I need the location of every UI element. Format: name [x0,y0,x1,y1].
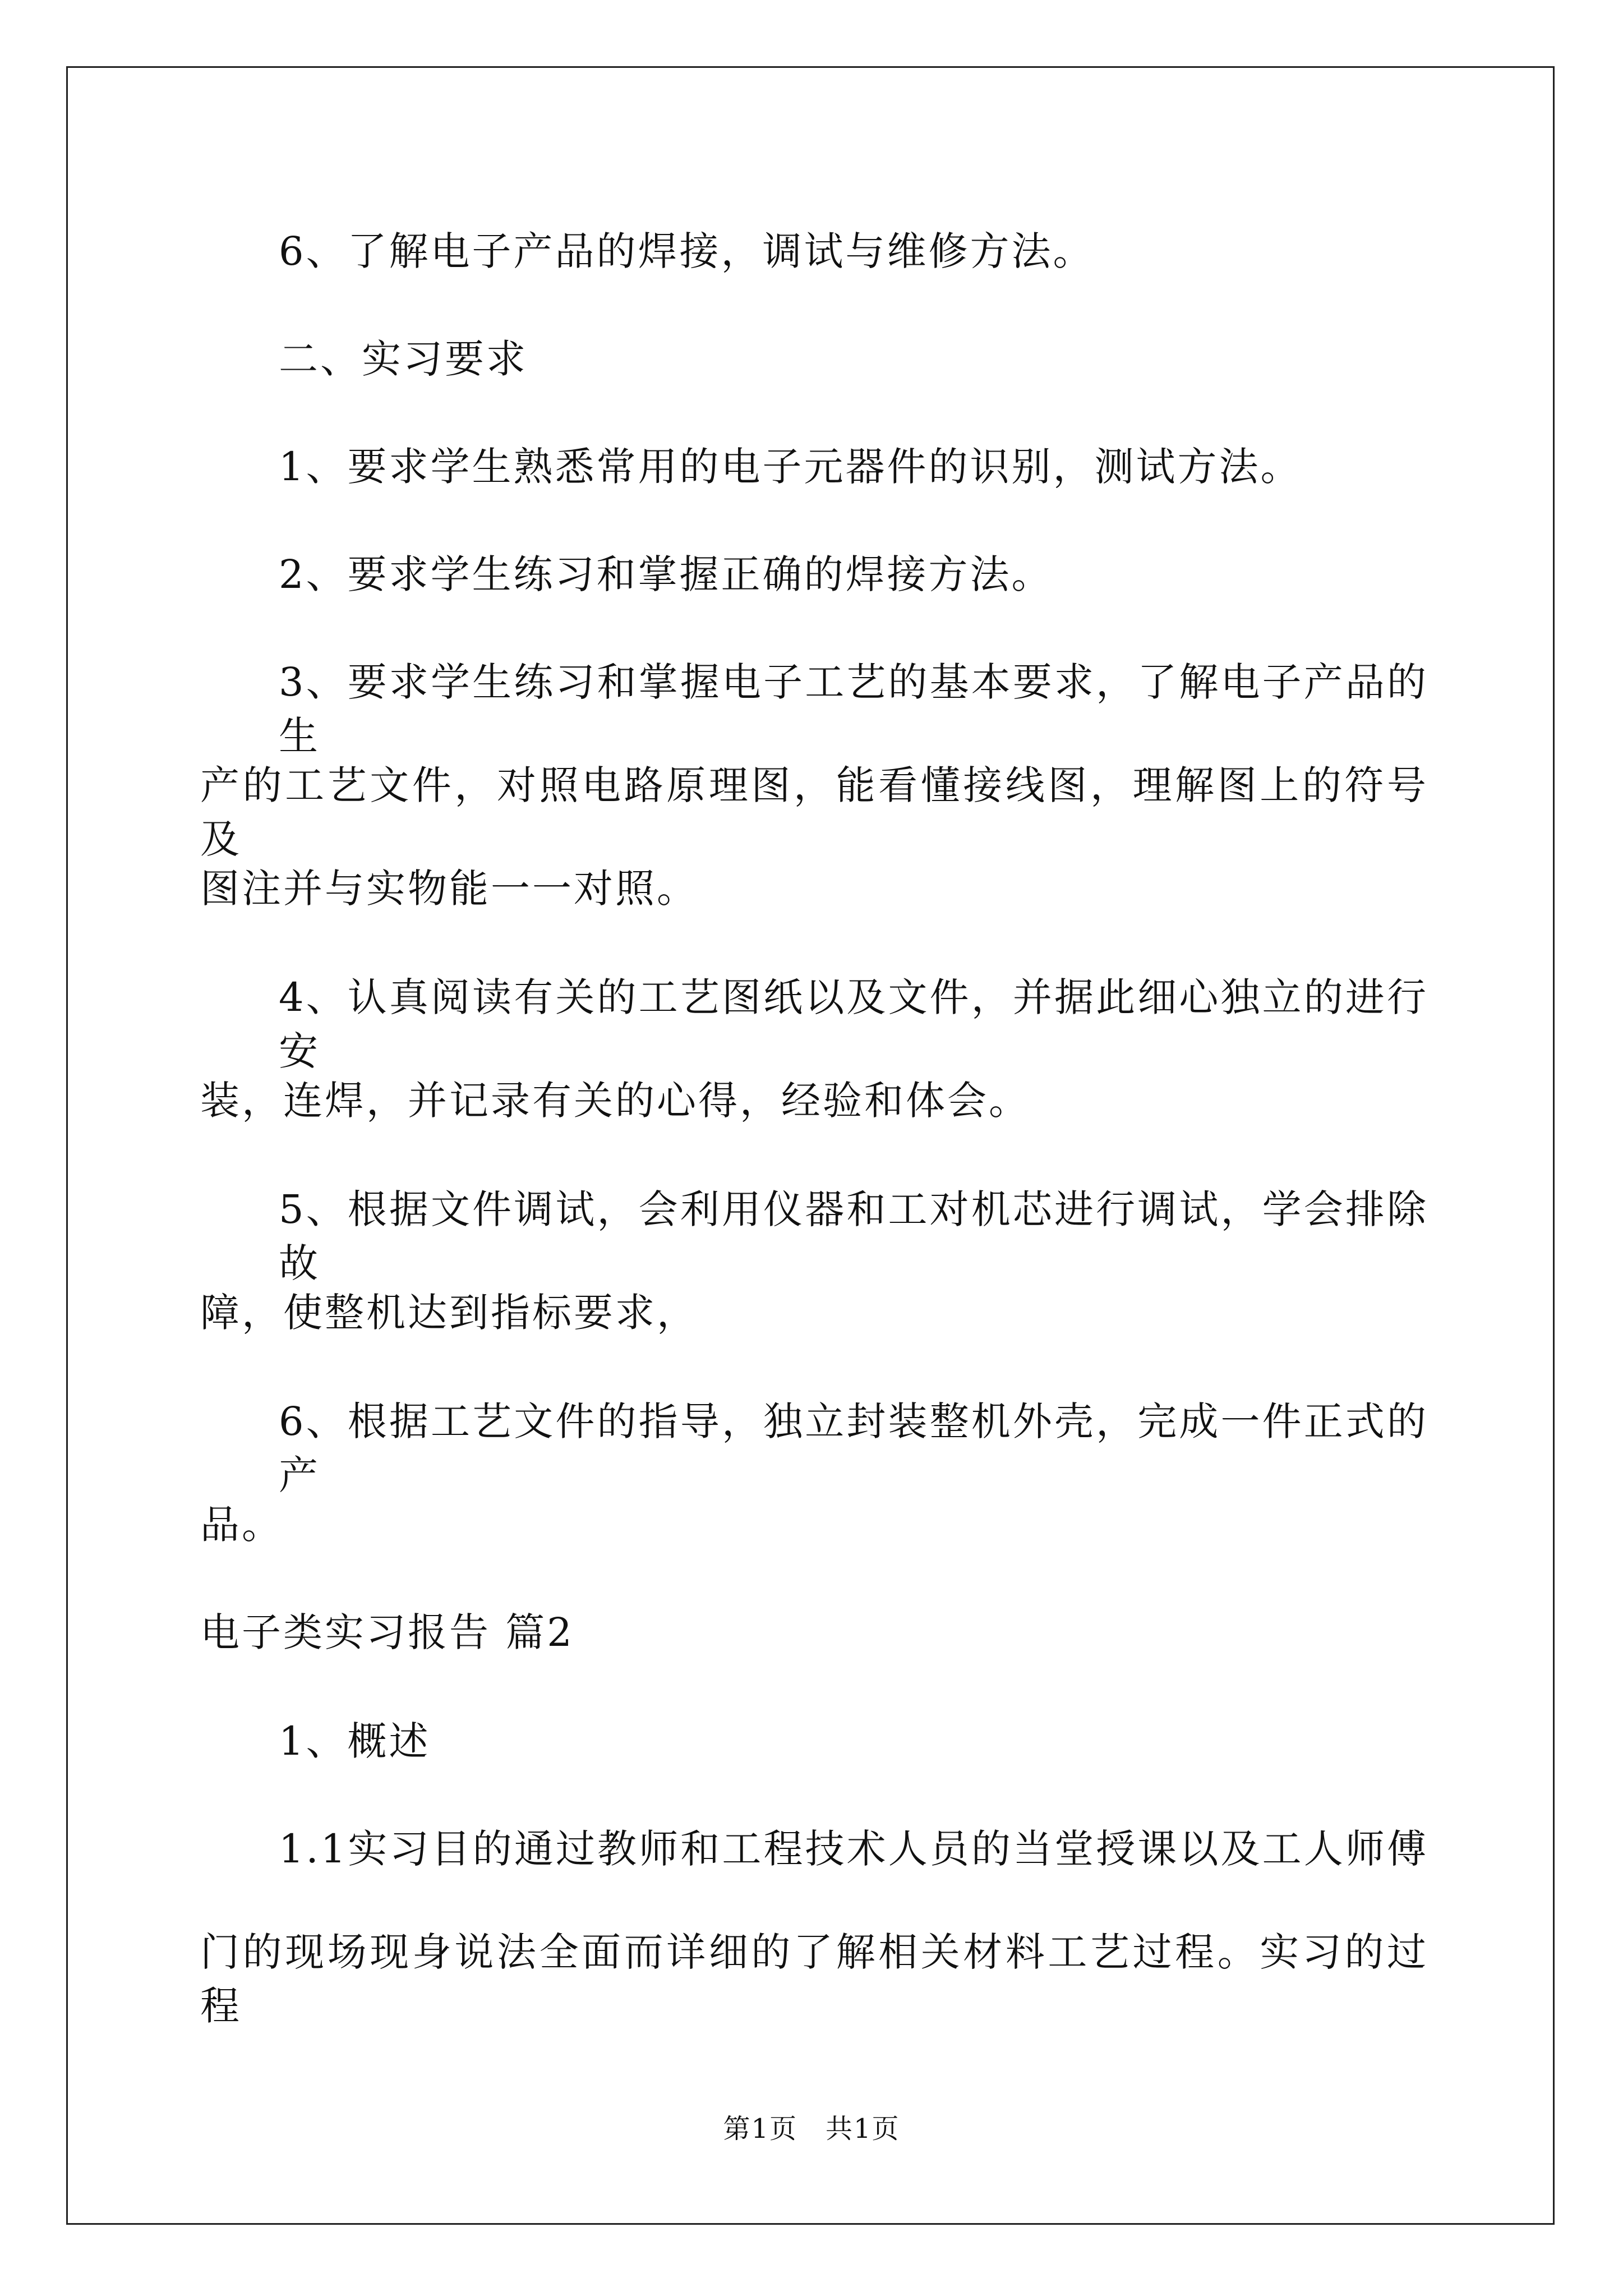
paragraph-line: 3、要求学生练习和掌握电子工艺的基本要求，了解电子产品的生 [279,659,1428,759]
paragraph-line: 6、了解电子产品的焊接，调试与维修方法。 [279,228,1095,274]
paragraph-line: 装，连焊，并记录有关的心得，经验和体会。 [200,1078,1030,1124]
paragraph-line: 6、根据工艺文件的指导，独立封装整机外壳，完成一件正式的产 [279,1398,1428,1498]
paragraph-line: 品。 [200,1502,283,1548]
section-heading: 1、概述 [279,1718,431,1764]
paragraph-line: 5、根据文件调试，会利用仪器和工对机芯进行调试，学会排除故 [279,1186,1428,1286]
paragraph-line: 4、认真阅读有关的工艺图纸以及文件，并据此细心独立的进行安 [279,974,1428,1074]
paragraph-line: 门的现场现身说法全面而详细的了解相关材料工艺过程。实习的过程 [200,1929,1428,2029]
section-heading: 二、实习要求 [279,336,528,382]
page-number-footer: 第1页 共1页 [723,2113,900,2145]
paragraph-line: 1、要求学生熟悉常用的电子元器件的识别，测试方法。 [279,444,1302,490]
page-border [66,66,1555,2225]
paragraph-line: 1.1实习目的通过教师和工程技术人员的当堂授课以及工人师傅 [279,1826,1428,1872]
paragraph-line: 障，使整机达到指标要求， [200,1290,698,1336]
article-title: 电子类实习报告 篇2 [200,1609,574,1655]
paragraph-line: 2、要求学生练习和掌握正确的焊接方法。 [279,551,1053,597]
paragraph-line: 产的工艺文件，对照电路原理图，能看懂接线图，理解图上的符号及 [200,762,1428,862]
paragraph-line: 图注并与实物能一一对照。 [200,866,698,912]
